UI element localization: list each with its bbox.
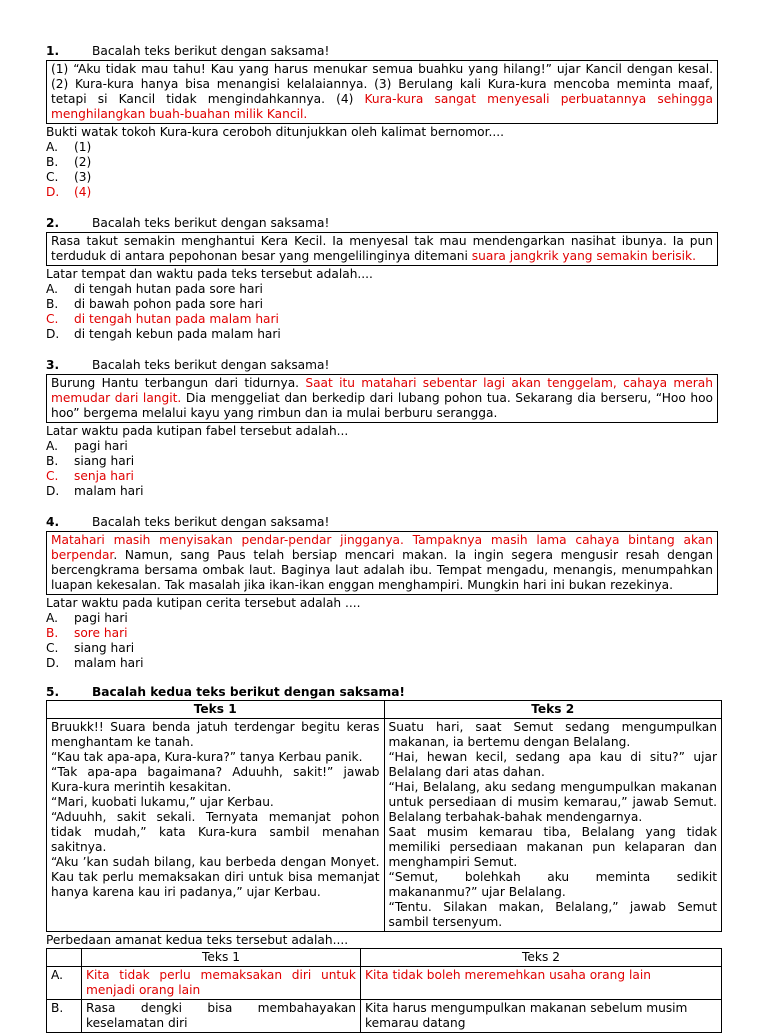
- option-d-correct[interactable]: D. (4): [46, 185, 92, 199]
- teks1-paragraph: “Aku ’kan sudah bilang, kau berbeda dengan Monyet. Kau tak perlu memaksakan diri untuk bisa memanjat hanya karena kau iri padanya,” ujar Kerbau.: [51, 855, 380, 899]
- option-d[interactable]: D. malam hari: [46, 656, 144, 670]
- teks1-paragraph: “Tak apa-apa bagaimana? Aduuhh, sakit!” jawab Kura-kura merintih kesakitan.: [51, 765, 380, 794]
- passage-box: [46, 232, 718, 266]
- question-instruction: Bacalah teks berikut dengan saksama!: [92, 216, 330, 230]
- option-b[interactable]: B. siang hari: [46, 454, 135, 468]
- question-instruction: Bacalah teks berikut dengan saksama!: [92, 358, 330, 372]
- question-3: [46, 358, 718, 499]
- passage-text: (1) “Aku tidak mau tahu! Kau yang harus menukar semua buahku yang hilang!” ujar Kancil dengan kesal. (2) Kura-kura hanya bisa menangisi kelalaiannya. (3) Berulang kali Kura-kura mencoba meminta maaf, tetapi si Kancil tidak mengindahkannya. (4): [51, 62, 713, 106]
- passage-box: [46, 531, 718, 595]
- answer-teks1: Rasa dengki bisa membahayakan keselamatan diri: [82, 1000, 361, 1033]
- option-b[interactable]: B. di bawah pohon pada sore hari: [46, 297, 264, 311]
- passage-highlight: Matahari masih menyisakan pendar-pendar jingganya. Tampaknya masih lama cahaya bintang akan berpendar: [51, 533, 713, 562]
- passage-text: Burung Hantu terbangun dari tidurnya.: [51, 376, 306, 390]
- teks1-body: [47, 719, 385, 932]
- option-c[interactable]: C. siang hari: [46, 641, 135, 655]
- teks2-paragraph: “Hai, Belalang, aku sedang mengumpulkan makanan untuk persediaan di musim kemarau,” jawab Semut. Belalang terbahak-bahak mendengarnya.: [388, 780, 717, 824]
- passage-box: [46, 374, 718, 423]
- question-stem: Perbedaan amanat kedua teks tersebut adalah....: [46, 933, 349, 947]
- passage-highlight: Kura-kura sangat menyesali perbuatannya sehingga menghilangkan buah-buahan milik Kancil.: [51, 92, 713, 121]
- teks1-paragraph: “Aduuhh, sakit sekali. Ternyata memanjat pohon tidak mudah,” kata Kura-kura sambil menahan sakitnya.: [51, 810, 380, 854]
- question-stem: Latar waktu pada kutipan fabel tersebut adalah...: [46, 424, 349, 438]
- option-a[interactable]: A. pagi hari: [46, 439, 128, 453]
- answer-row-b[interactable]: [47, 1000, 722, 1033]
- option-a[interactable]: A. di tengah hutan pada sore hari: [46, 282, 263, 296]
- question-4: [46, 515, 718, 671]
- teks1-paragraph: “Kau tak apa-apa, Kura-kura?” tanya Kerbau panik.: [51, 750, 363, 764]
- teks1-paragraph: “Mari, kuobati lukamu,” ujar Kerbau.: [51, 795, 274, 809]
- answer-table: [46, 948, 722, 1033]
- answer-teks2-header: Teks 2: [361, 949, 722, 967]
- teks2-paragraph: Saat musim kemarau tiba, Belalang yang tidak memiliki persediaan makanan pun kelaparan dan menghampiri Semut.: [388, 825, 717, 869]
- passage-text: . Namun, sang Paus telah bersiap mencari makan. Ia ingin segera mengusir resah dengan bercengkrama bersama ombak laut. Baginya laut adalah ibu. Tempat mengadu, menangis, menumpahkan luapan kekesalan. Tak masalah jika ikan-ikan enggan menghampiri. Mungkin hari ini bukan rezekinya.: [51, 548, 713, 592]
- question-number: 1.: [46, 44, 60, 58]
- question-2: [46, 216, 718, 342]
- teks2-paragraph: “Tentu. Silakan makan, Belalang,” jawab Semut sambil tersenyum.: [388, 900, 717, 929]
- question-number: 5.: [46, 685, 60, 699]
- teks2-paragraph: “Semut, bolehkah aku meminta sedikit makananmu?” ujar Belalang.: [388, 870, 717, 899]
- question-stem: Latar tempat dan waktu pada teks tersebut adalah....: [46, 267, 373, 281]
- passage-highlight: suara jangkrik yang semakin berisik.: [471, 249, 696, 263]
- answer-teks1-header: Teks 1: [82, 949, 361, 967]
- option-c[interactable]: C. (3): [46, 170, 92, 184]
- question-1: [46, 44, 718, 200]
- passage-box: [46, 60, 718, 124]
- teks2-paragraph: “Hai, hewan kecil, sedang apa kau di situ?” ujar Belalang dari atas dahan.: [388, 750, 717, 779]
- question-instruction: Bacalah kedua teks berikut dengan saksama!: [92, 685, 405, 699]
- option-c-correct[interactable]: C. senja hari: [46, 469, 134, 483]
- answer-letter: B.: [47, 1000, 82, 1033]
- option-d[interactable]: D. di tengah kebun pada malam hari: [46, 327, 281, 341]
- passage-text: Dia menggeliat dan berkedip dari lubang pohon tua. Sekarang dia berseru, “Hoo hoo hoo” bergema melalui kayu yang rimbun dan ia mulai berburu serangga.: [51, 391, 714, 420]
- answer-teks1: Kita tidak perlu memaksakan diri untuk menjadi orang lain: [82, 967, 361, 1000]
- answer-teks2: Kita harus mengumpulkan makanan sebelum musim kemarau datang: [361, 1000, 722, 1033]
- option-b-correct[interactable]: B. sore hari: [46, 626, 128, 640]
- question-stem: Bukti watak tokoh Kura-kura ceroboh ditunjukkan oleh kalimat bernomor....: [46, 125, 505, 139]
- teks1-paragraph: Bruukk!! Suara benda jatuh terdengar begitu keras menghantam ke tanah.: [51, 720, 380, 749]
- question-instruction: Bacalah teks berikut dengan saksama!: [92, 44, 330, 58]
- option-a[interactable]: A. (1): [46, 140, 92, 154]
- question-stem: Latar waktu pada kutipan cerita tersebut adalah ....: [46, 596, 361, 610]
- question-number: 4.: [46, 515, 60, 529]
- option-c-correct[interactable]: C. di tengah hutan pada malam hari: [46, 312, 279, 326]
- option-a[interactable]: A. pagi hari: [46, 611, 128, 625]
- option-d[interactable]: D. malam hari: [46, 484, 144, 498]
- teks2-header: Teks 2: [384, 701, 722, 719]
- question-5: [46, 685, 718, 1033]
- question-instruction: Bacalah teks berikut dengan saksama!: [92, 515, 330, 529]
- passage-highlight: Saat itu matahari sebentar lagi akan tenggelam, cahaya merah memudar dari langit.: [51, 376, 713, 405]
- teks2-body: [384, 719, 722, 932]
- answer-letter-header: [47, 949, 82, 967]
- question-number: 2.: [46, 216, 60, 230]
- passage-text: Rasa takut semakin menghantui Kera Kecil. Ia menyesal tak mau mendengarkan nasihat ibunya. Ia pun terduduk di antara pepohonan besar yang mengelilinginya ditemani: [51, 234, 713, 263]
- teks2-paragraph: Suatu hari, saat Semut sedang mengumpulkan makanan, ia bertemu dengan Belalang.: [388, 720, 717, 749]
- two-texts-table: [46, 700, 722, 932]
- answer-letter: A.: [47, 967, 82, 1000]
- answer-row-a-correct[interactable]: [47, 967, 722, 1000]
- teks1-header: Teks 1: [47, 701, 385, 719]
- answer-teks2: Kita tidak boleh meremehkan usaha orang lain: [361, 967, 722, 1000]
- question-number: 3.: [46, 358, 60, 372]
- option-b[interactable]: B. (2): [46, 155, 92, 169]
